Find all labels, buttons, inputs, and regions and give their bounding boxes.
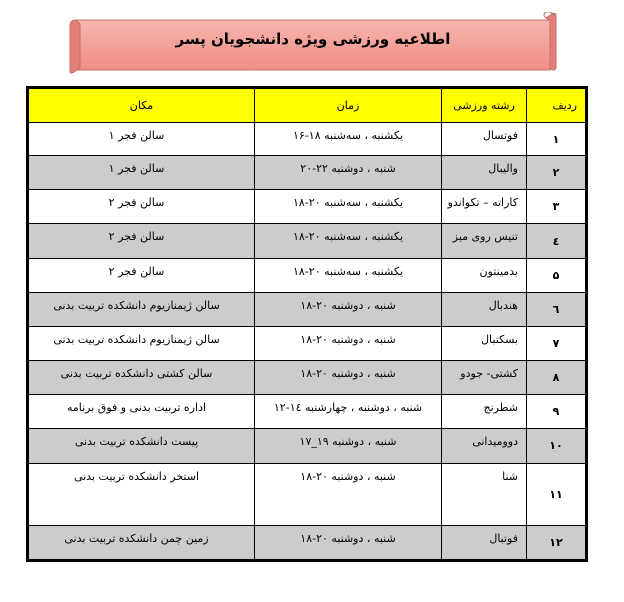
row-time-cell bbox=[255, 224, 442, 258]
row-place-text: سالن فجر ۱ bbox=[108, 129, 165, 142]
row-index-cell: ۷ bbox=[527, 326, 586, 360]
row-index-cell: ۳ bbox=[527, 190, 586, 224]
row-time-text: یکشنبه ، سه‌شنبه ۲۰-۱۸ bbox=[292, 196, 404, 210]
table-row bbox=[29, 258, 586, 292]
row-sport-text: بسکتبال bbox=[481, 332, 518, 346]
row-sport-cell bbox=[442, 395, 527, 429]
row-place-cell bbox=[29, 258, 255, 292]
row-time-text: یکشنبه ، سه‌شنبه ۲۰-۱۸ bbox=[292, 230, 404, 244]
row-time-text: شنبه ، دوشنبه ۲۰-۱۸ bbox=[300, 332, 396, 346]
table-row bbox=[29, 123, 586, 156]
row-time-cell bbox=[255, 326, 442, 360]
row-place-cell bbox=[29, 361, 255, 395]
row-place-cell bbox=[29, 292, 255, 326]
row-sport-text: والیبال bbox=[488, 162, 518, 176]
row-place-cell bbox=[29, 156, 255, 190]
table-row bbox=[29, 395, 586, 429]
row-sport-text: شنا bbox=[502, 469, 518, 483]
row-index-cell: ۱۱ bbox=[527, 463, 586, 525]
row-place-cell bbox=[29, 326, 255, 360]
table-row bbox=[29, 326, 586, 360]
row-time-cell bbox=[255, 429, 442, 463]
row-index-cell: ٦ bbox=[527, 292, 586, 326]
row-place-cell bbox=[29, 395, 255, 429]
row-time-text: شنبه ، دوشنبه ، چهارشنبه ۱٤-۱۲ bbox=[273, 401, 423, 415]
row-index-cell: ۵ bbox=[527, 258, 586, 292]
row-place-cell bbox=[29, 123, 255, 156]
row-place-text: سالن فجر ۱ bbox=[108, 162, 165, 176]
schedule-table bbox=[28, 88, 586, 560]
table-row bbox=[29, 361, 586, 395]
header-index: ردیف bbox=[527, 89, 586, 123]
row-sport-text: فوتبال bbox=[489, 531, 518, 545]
row-sport-cell bbox=[442, 123, 527, 156]
row-time-text: شنبه ، دوشنبه ۲۲-۲۰ bbox=[300, 162, 396, 176]
header-sport: رشته ورزشی bbox=[442, 89, 527, 123]
row-sport-cell bbox=[442, 292, 527, 326]
row-sport-cell bbox=[442, 190, 527, 224]
row-place-text: پیست دانشکده تربیت بدنی bbox=[74, 435, 199, 449]
row-sport-text: کاراته – تکواندو bbox=[447, 196, 518, 210]
row-place-cell bbox=[29, 525, 255, 559]
row-sport-cell bbox=[442, 429, 527, 463]
row-index-cell: ۱ bbox=[527, 123, 586, 156]
row-index-cell: ٤ bbox=[527, 224, 586, 258]
page-title: اطلاعیه ورزشی ویژه دانشجویان پسر bbox=[175, 30, 451, 48]
row-sport-cell bbox=[442, 361, 527, 395]
table-row bbox=[29, 190, 586, 224]
row-place-text: سالن فجر ۲ bbox=[108, 264, 165, 278]
row-place-cell bbox=[29, 429, 255, 463]
row-place-text: سالن فجر ۲ bbox=[108, 196, 165, 210]
table-row bbox=[29, 156, 586, 190]
row-sport-text: بدمینتون bbox=[479, 264, 518, 278]
row-sport-text: کشتی- جودو bbox=[460, 367, 518, 381]
row-place-text: سالن ژیمنازیوم دانشکده تربیت بدنی bbox=[53, 332, 220, 346]
row-sport-text: شطرنج bbox=[483, 401, 518, 415]
row-sport-cell bbox=[442, 326, 527, 360]
row-time-text: یکشنبه ، سه‌شنبه ۱۸-۱۶ bbox=[292, 129, 404, 142]
row-time-text: شنبه ، دوشنبه ۲۰-۱۸ bbox=[300, 367, 396, 381]
row-time-text: شنبه ، دوشنبه ۱۹_۱۷ bbox=[299, 435, 397, 449]
row-index-cell: ۹ bbox=[527, 395, 586, 429]
row-sport-text: هندبال bbox=[488, 298, 518, 312]
row-place-text: سالن فجر ۲ bbox=[108, 230, 165, 244]
table-body bbox=[29, 123, 586, 560]
row-time-text: شنبه ، دوشنبه ۲۰-۱۸ bbox=[300, 298, 396, 312]
row-place-cell bbox=[29, 224, 255, 258]
row-index-cell: ۱۲ bbox=[527, 525, 586, 559]
row-sport-text: فوتسال bbox=[482, 129, 518, 142]
header-time: زمان bbox=[255, 89, 442, 123]
row-place-text: سالن ژیمنازیوم دانشکده تربیت بدنی bbox=[53, 298, 220, 312]
row-time-text: شنبه ، دوشنبه ۲۰-۱۸ bbox=[300, 531, 396, 545]
row-sport-text: تنیس روی میز bbox=[452, 230, 518, 244]
table-row bbox=[29, 525, 586, 559]
row-sport-cell bbox=[442, 525, 527, 559]
row-index-cell: ۸ bbox=[527, 361, 586, 395]
row-place-text: زمین چمن دانشکده تربیت بدنی bbox=[64, 531, 209, 545]
row-time-cell bbox=[255, 525, 442, 559]
header-place: مکان bbox=[29, 89, 255, 123]
table-row bbox=[29, 224, 586, 258]
row-sport-cell bbox=[442, 463, 527, 525]
schedule-table-frame bbox=[26, 86, 588, 562]
row-time-text: شنبه ، دوشنبه ۲۰-۱۸ bbox=[300, 469, 396, 483]
table-row bbox=[29, 463, 586, 525]
row-time-cell bbox=[255, 156, 442, 190]
row-time-text: یکشنبه ، سه‌شنبه ۲۰-۱۸ bbox=[292, 264, 404, 278]
row-sport-cell bbox=[442, 224, 527, 258]
row-time-cell bbox=[255, 395, 442, 429]
table-row bbox=[29, 292, 586, 326]
title-banner bbox=[68, 12, 558, 74]
table-header-row bbox=[29, 89, 586, 123]
row-sport-cell bbox=[442, 258, 527, 292]
row-time-cell bbox=[255, 463, 442, 525]
row-index-cell: ۲ bbox=[527, 156, 586, 190]
row-place-text: استخر دانشکده تربیت بدنی bbox=[73, 469, 200, 483]
row-time-cell bbox=[255, 361, 442, 395]
row-time-cell bbox=[255, 123, 442, 156]
row-place-text: سالن کشتی دانشکده تربیت بدنی bbox=[60, 367, 213, 381]
row-time-cell bbox=[255, 258, 442, 292]
row-index-cell: ۱۰ bbox=[527, 429, 586, 463]
row-time-cell bbox=[255, 190, 442, 224]
row-sport-text: دوومیدانی bbox=[472, 435, 518, 449]
row-place-cell bbox=[29, 463, 255, 525]
row-time-cell bbox=[255, 292, 442, 326]
table-row bbox=[29, 429, 586, 463]
row-sport-cell bbox=[442, 156, 527, 190]
row-place-cell bbox=[29, 190, 255, 224]
row-place-text: اداره تربیت بدنی و فوق برنامه bbox=[66, 401, 207, 415]
